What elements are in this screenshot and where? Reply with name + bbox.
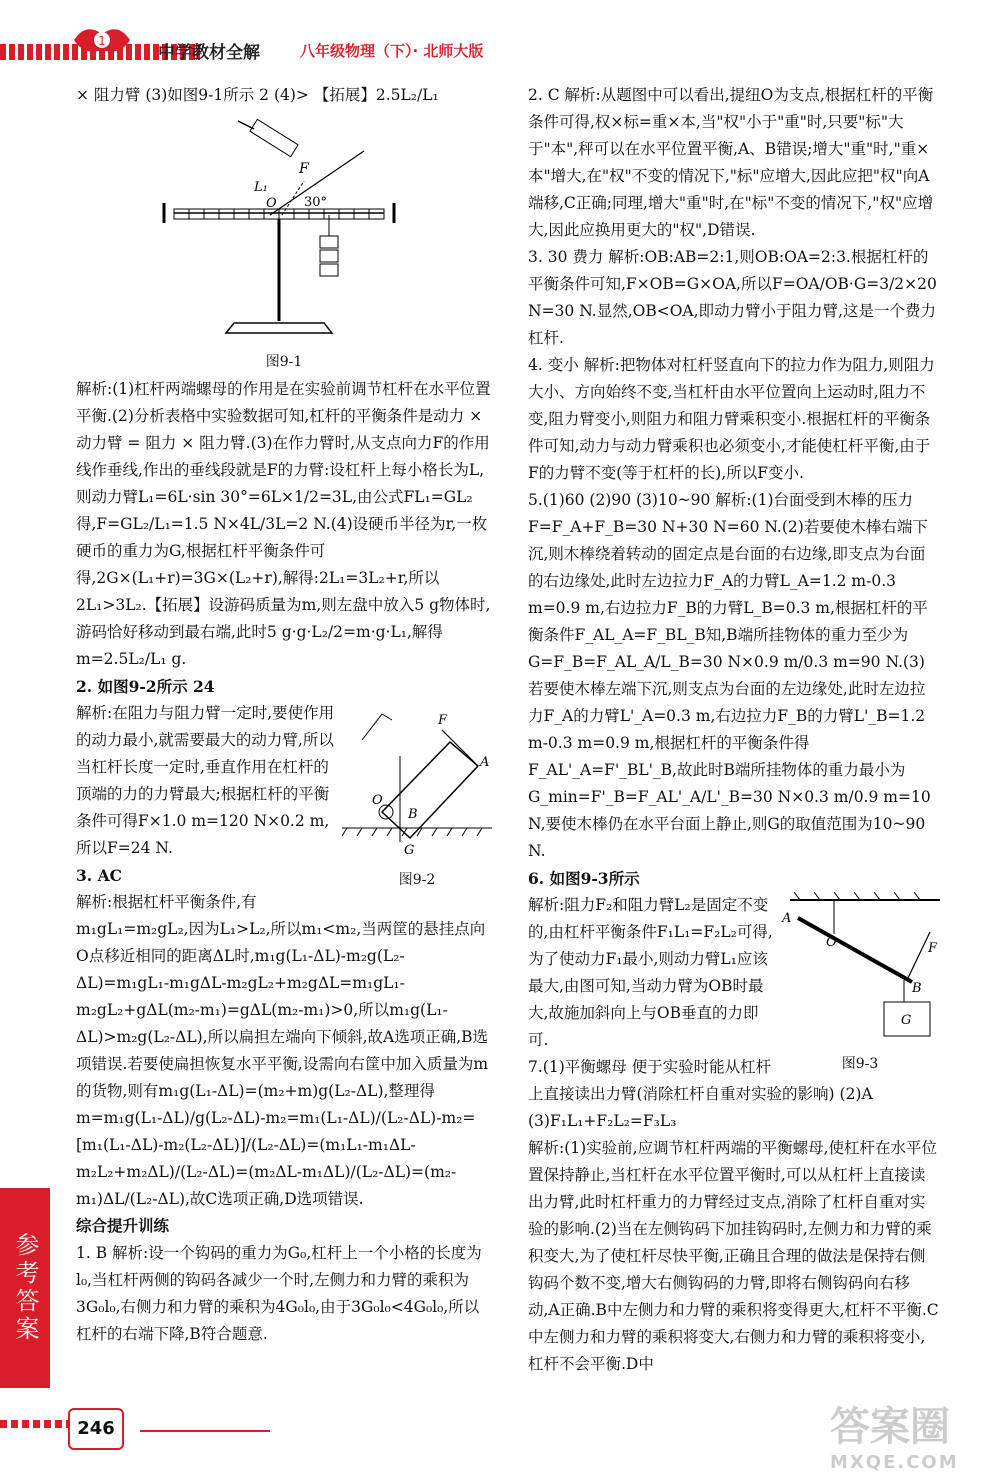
footer-line: [140, 1430, 270, 1432]
figure-9-3: [780, 892, 940, 1042]
right-column: [528, 82, 940, 1378]
fig2-label-g: G: [404, 843, 415, 858]
figure-9-2-caption: 图9-2: [398, 872, 436, 888]
fig3-label-b: B: [912, 981, 922, 996]
svg-text:1: 1: [98, 34, 106, 48]
answer-s1: 1. B 解析:设一个钩码的重力为G₀,杠杆上一个小格的长度为l₀,当杠杆两侧的钩码各减少一个时,左侧力和力臂的乘积为3G₀l₀,右侧力和力臂的乘积为4G₀l₀,由于3G₀l₀<4G₀l₀,所以杠杆的右端下降,B符合题意.: [76, 1244, 482, 1343]
figure-9-1: [154, 111, 414, 347]
fig3-label-g: G: [901, 1013, 912, 1028]
answer-s5: 5.(1)60 (2)90 (3)10~90 解析:(1)台面受到木棒的压力F=F_A+F_B=30 N+30 N=60 N.(2)若要使木棒右端下沉,则木棒绕着转动的固定点是台面的右边缘,即支点为台面的右边缘处,此时左边拉力F_A的力臂L_A=1.2 m-0.3 m=0.9 m,右边拉力F_B的力臂L_B=0.3 m,根据杠杆的平衡条件F_AL_A=F_BL_B知,B端所挂物体的重力至少为G=F_B=F_AL_A/L_B=30 N×0.9 m/0.3 m=90 N.(3)若要使木棒左端下沉,则支点为台面的左边缘处,此时左边拉力F_A的力臂L'_A=0.3 m,右边拉力F_B的力臂L'_B=1.2 m-0.3 m=0.9 m,根据杠杆的平衡条件得F_AL'_A=F'_BL'_B,故此时B端所挂物体的重力最小为G_min=F'_B=F_AL'_A/L'_B=30 N×0.3 m/0.9 m=10 N,要使木棒仍在水平台面上静止,则G的取值范围为10~90 N.: [528, 491, 931, 860]
analysis-2: 解析:在阻力与阻力臂一定时,要使作用的动力最小,就需要最大的动力臂,所以当杠杆长度一定时,垂直作用在杠杆的顶端的力的力臂最大;根据杠杆的平衡条件可得F×1.0 m=120 N×0.2 m,所以F=24 N.: [76, 704, 335, 857]
section-heading: 综合提升训练: [76, 1217, 170, 1235]
answer-s7: 7.(1)平衡螺母 便于实验时能从杠杆上直接读出力臂(消除杠杆自重对实验的影响) (2)A (3)F₁L₁+F₂L₂=F₃L₃: [528, 1058, 873, 1130]
answer-s2: 2. C 解析:从题图中可以看出,提纽O为支点,根据杠杆的平衡条件可得,权×标=重×本,当"权"小于"重"时,只要"标"大于"本",秤可以在水平位置平衡,A、B错误;增大"重"时,"重×本"增大,在"权"不变的情况下,"标"应增大,因此应把"权"向A端移,C正确;同理,增大"重"时,在"标"不变的情况下,"权"应增大,因此应换用更大的"权",D错误.: [528, 86, 934, 239]
footer-dots: [0, 1420, 70, 1428]
side-tab-answers: 参考答案: [0, 1188, 50, 1388]
fig3-label-f: F: [928, 941, 938, 956]
fig1-label-o: O: [266, 196, 277, 211]
analysis-3: 解析:根据杠杆平衡条件,有m₁gL₁=m₂gL₂,因为L₁>L₂,所以m₁<m₂,当两筐的悬挂点向O点移近相同的距离ΔL时,m₁g(L₁-ΔL)-m₂g(L₂-ΔL)=m₁gL₁-m₁gΔL-m₂gL₂+m₂gΔL=m₁gL₁-m₂gL₂+gΔL(m₂-m₁)=gΔL(m₂-m₁)>0,所以m₁g(L₁-ΔL)>m₂g(L₂-ΔL),所以扁担左端向下倾斜,故A选项正确,B选项错误.若要使扁担恢复水平平衡,设需向右筐中加入质量为m的货物,则有m₁g(L₁-ΔL)=(m₂+m)g(L₂-ΔL),整理得m=m₁g(L₁-ΔL)/g(L₂-ΔL)-m₂=m₁(L₁-ΔL)/(L₂-ΔL)-m₂=[m₁(L₁-ΔL)-m₂(L₂-ΔL)]/(L₂-ΔL)=(m₁L₁-m₁ΔL-m₂L₂+m₂ΔL)/(L₂-ΔL)=(m₂ΔL-m₁ΔL)/(L₂-ΔL)=(m₂-m₁)ΔL/(L₂-ΔL),故C选项正确,D选项错误.: [76, 893, 489, 1208]
watermark: [830, 1395, 980, 1475]
answer-s4: 4. 变小 解析:把物体对杠杆竖直向下的拉力作为阻力,则阻力大小、方向始终不变,当杠杆由水平位置向上运动时,阻力不变,阻力臂变小,则阻力和阻力臂乘积变小.根据杠杆的平衡条件可知,动力与动力臂乘积也必须变小,才能使杠杆平衡,由于F的力臂不变(等于杠杆的长),所以F变小.: [528, 356, 935, 482]
fig3-label-a: A: [782, 911, 792, 926]
page-header: [0, 0, 1000, 70]
figure-9-3-wrap: [780, 892, 940, 1078]
figure-9-3-caption: 图9-3: [841, 1056, 879, 1072]
answer-s3: 3. 30 费力 解析:OB:AB=2:1,则OB:OA=2:3.根据杠杆的平衡条件可知,F×OB=G×OA,所以F=OA/OB·G=3/2×20 N=30 N.显然,OB<OA,即动力臂小于阻力臂,这是一个费力杠杆.: [528, 248, 937, 347]
fig2-label-f: F: [438, 713, 448, 728]
fig1-label-angle: 30°: [304, 195, 328, 210]
fig1-label-f: F: [299, 161, 309, 177]
book-subtitle: 八年级物理（下）· 北师大版: [300, 42, 484, 60]
book-title: 中学教材全解: [158, 43, 260, 63]
figure-9-1-caption: 图9-1: [265, 354, 303, 370]
analysis-1: 解析:(1)杠杆两端螺母的作用是在实验前调节杠杆在水平位置平衡.(2)分析表格中实验数据可知,杠杆的平衡条件是动力 × 动力臂 = 阻力 × 阻力臂.(3)在作力臂时,从支点向力F的作用线作垂线,作出的垂线段就是F的力臂:设杠杆上每小格长为L,则动力臂L₁=6L·sin 30°=6L×1/2=3L,由公式FL₁=GL₂得,F=GL₂/L₁=1.5 N×4L/3L=2 N.(4)设硬币半径为r,一枚硬币的重力为G,根据杠杆平衡条件可得,2G×(L₁+r)=3G×(L₂+r),解得:2L₁=3L₂+r,所以2L₁>3L₂.【拓展】设游码质量为m,则左盘中放入5 g物体时,游码恰好移动到最右端,此时5 g·g·L₂/2=m·g·L₁,解得m=2.5L₂/L₁ g.: [76, 380, 491, 668]
analysis-6: 解析:阻力F₂和阻力臂L₂是固定不变的,由杠杆平衡条件F₁L₁=F₂L₂可得,为了使动力F₁最小,则动力臂L₁应该最大,由图可知,当动力臂为OB时最大,故施加斜向上与OB垂直的力即可.: [528, 896, 773, 1049]
answer-text: × 阻力臂 (3)如图9-1所示 2 (4)> 【拓展】2.5L₂/L₁: [76, 86, 439, 104]
fig3-label-o: O: [826, 935, 837, 950]
figure-9-2-wrap: [342, 700, 492, 894]
question-2-head: 2. 如图9-2所示 24: [76, 677, 215, 696]
fig1-label-l1: L₁: [254, 180, 268, 195]
watermark-url: MXQE.COM: [830, 1452, 959, 1473]
publisher-logo-icon: [70, 20, 134, 62]
question-3-head: 3. AC: [76, 866, 122, 885]
watermark-text: 答案圈: [830, 1404, 950, 1450]
figure-9-2: [342, 700, 492, 858]
fig2-label-o: O: [372, 793, 383, 808]
fig2-label-b: B: [408, 807, 418, 822]
analysis-7: 解析:(1)实验前,应调节杠杆两端的平衡螺母,使杠杆在水平位置保持静止,当杠杆在水平位置平衡时,可以从杠杆上直接读出力臂,此时杠杆重力的力臂经过支点,消除了杠杆自重对实验的影响.(2)当在左侧钩码下加挂钩码时,左侧力和力臂的乘积变大,为了使杠杆尽快平衡,正确且合理的做法是保持右侧钩码个数不变,增大右侧钩码的力臂,即将右侧钩码向右移动,A正确.B中左侧力和力臂的乘积将变得更大,杠杆不平衡.C中左侧力和力臂的乘积将变大,右侧力和力臂的乘积将变小,杠杆不会平衡.D中: [528, 1139, 939, 1373]
fig2-label-a: A: [480, 755, 490, 770]
left-column: [76, 82, 492, 1348]
question-6-head: 6. 如图9-3所示: [528, 869, 640, 888]
page-number: 246: [68, 1408, 124, 1450]
